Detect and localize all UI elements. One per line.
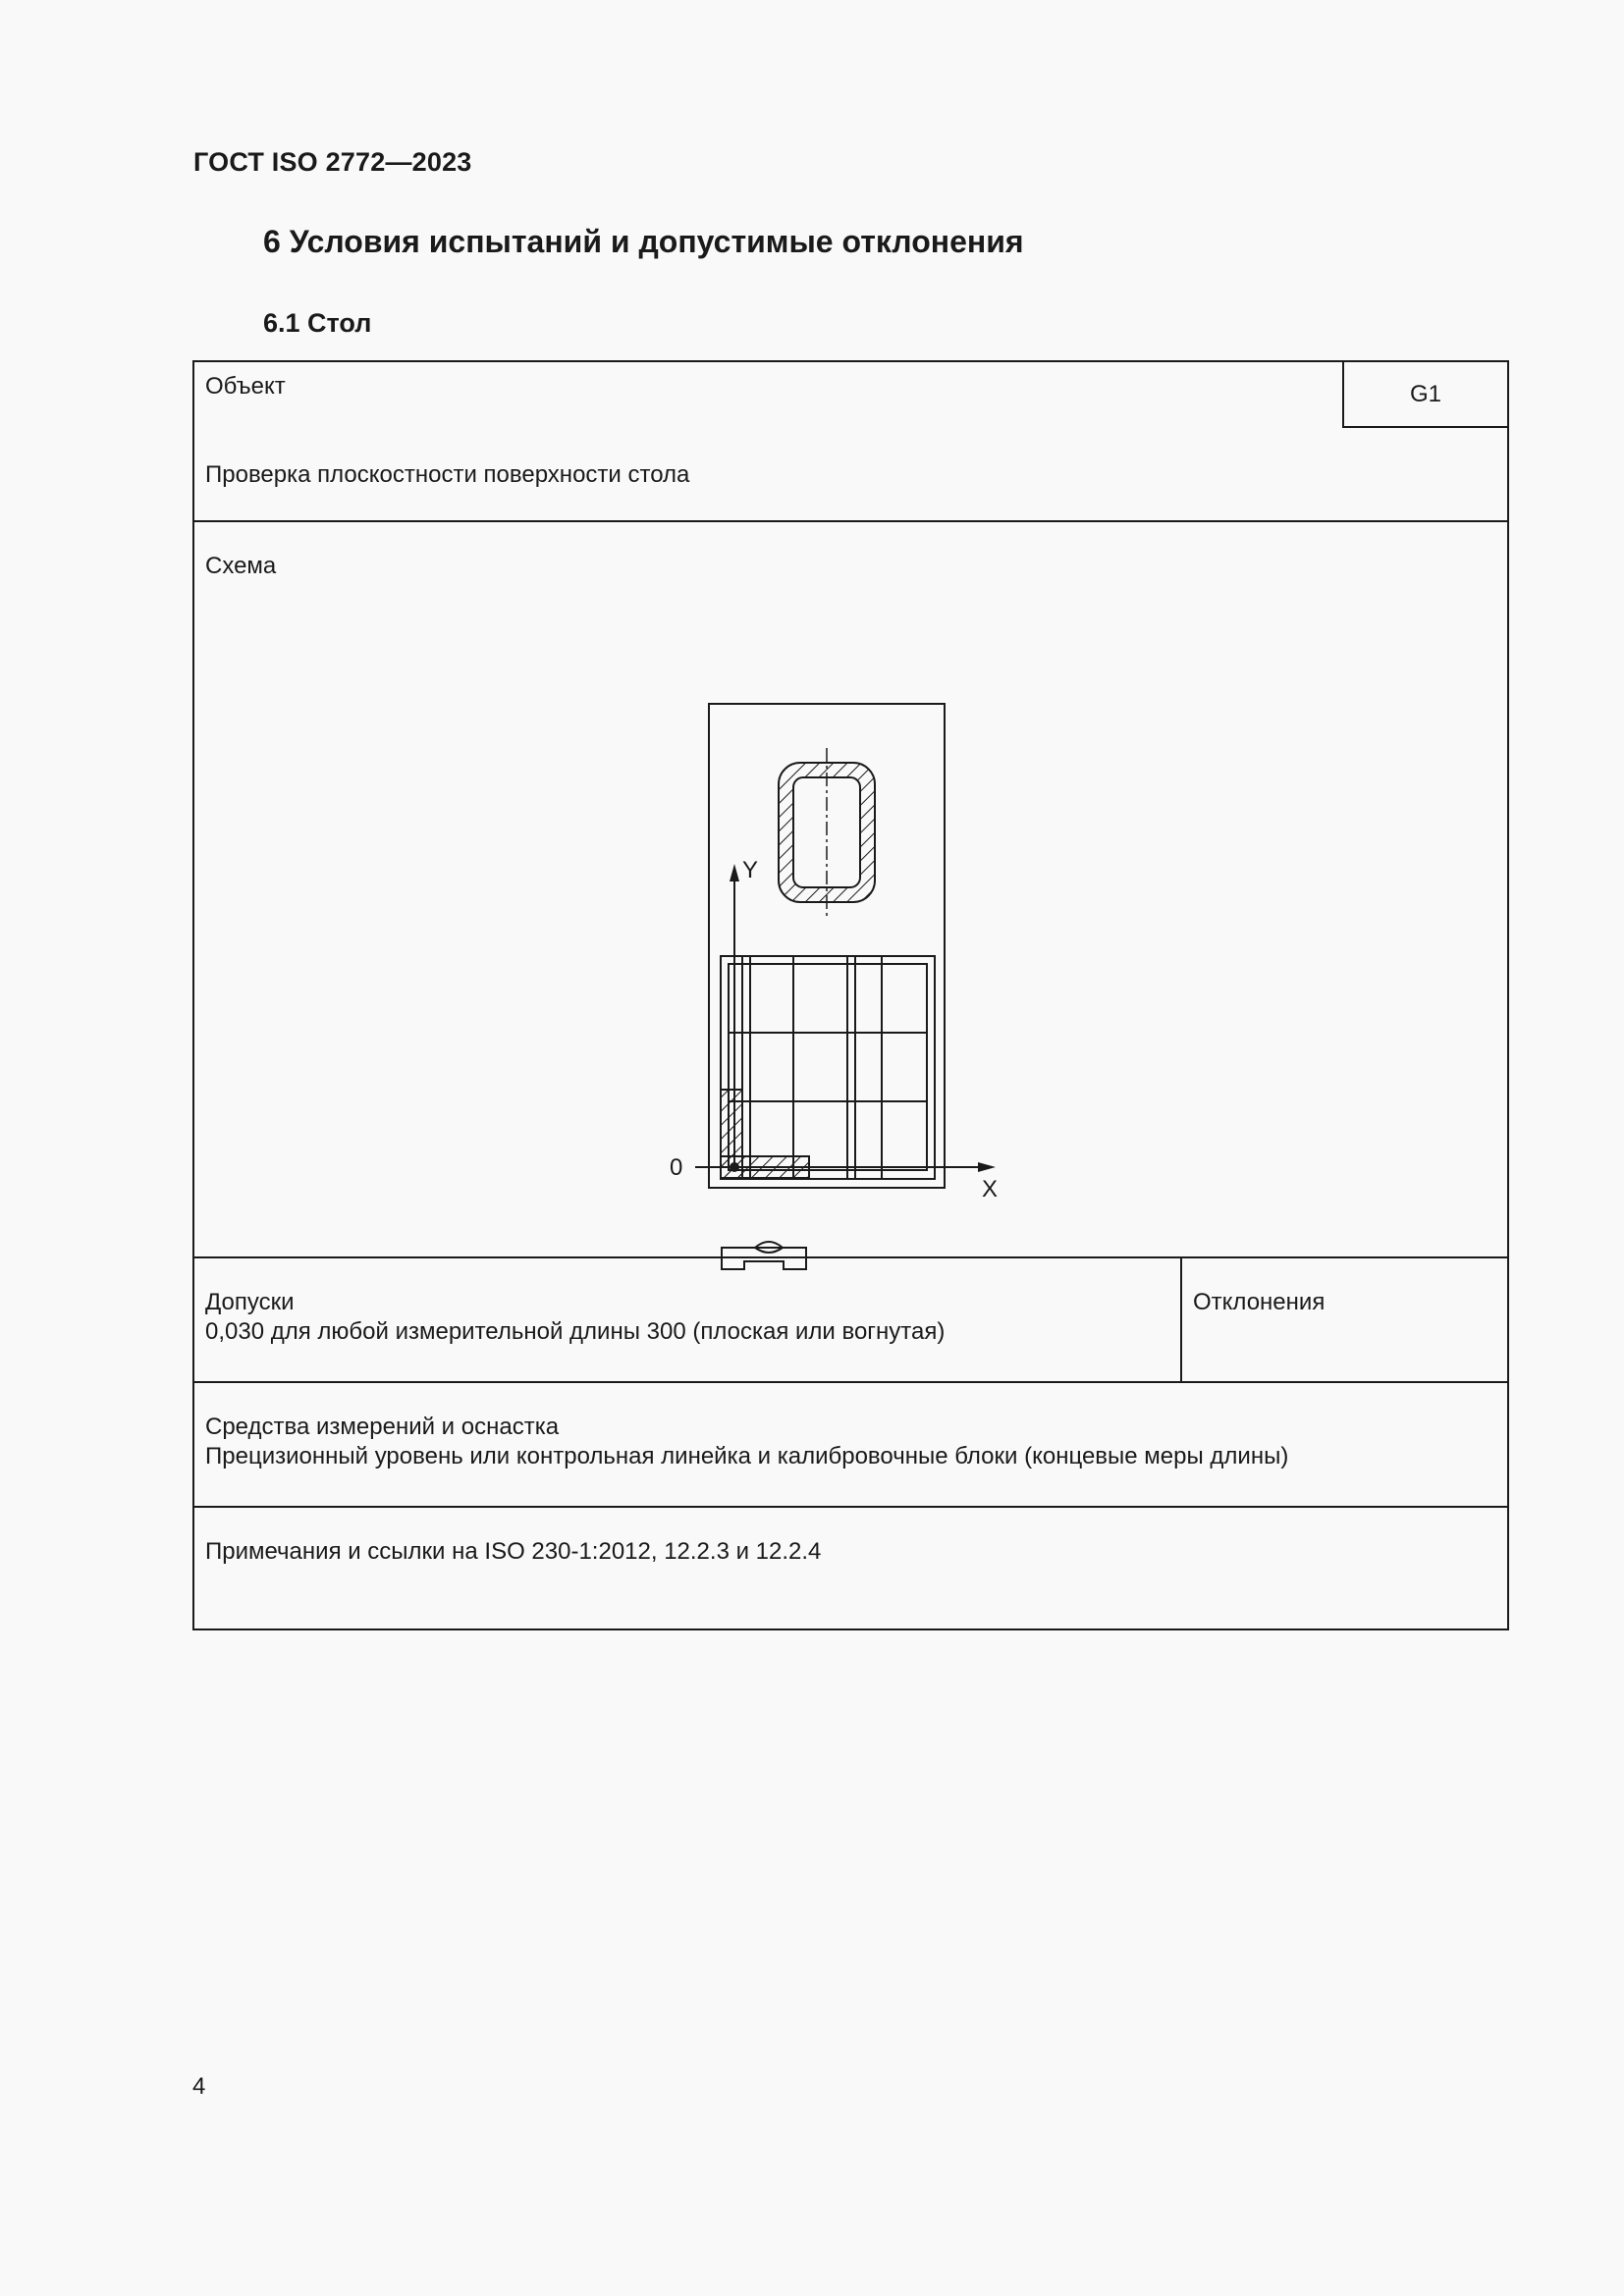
- subsection-title: 6.1 Стол: [263, 308, 372, 338]
- scheme-label: Схема: [205, 553, 277, 579]
- notes-row: [194, 1508, 1507, 1629]
- x-axis-label: X: [982, 1176, 999, 1200]
- scheme-row: [194, 522, 1507, 1258]
- origin-point: [730, 1162, 739, 1172]
- spindle-head-icon: [779, 748, 875, 917]
- object-row: [194, 362, 1507, 522]
- tools-label: Средства измерений и оснастка: [205, 1414, 560, 1440]
- table-flatness-diagram: [666, 611, 1019, 1200]
- table-surface-grid: [721, 956, 935, 1179]
- tools-value: Прецизионный уровень или контрольная линейка и калибровочные блоки (концевые меры длины): [205, 1443, 1289, 1469]
- column-divider: [1180, 1258, 1182, 1381]
- object-description: Проверка плоскостности поверхности стола: [205, 461, 690, 488]
- object-code: G1: [1409, 380, 1441, 407]
- page-number: 4: [192, 2073, 206, 2100]
- object-label: Объект: [205, 373, 286, 400]
- notes-text: Примечания и ссылки на ISO 230-1:2012, 12.2.3 и 12.2.4: [205, 1538, 822, 1565]
- y-axis-label: Y: [742, 857, 759, 883]
- tools-row: [194, 1383, 1507, 1508]
- section-title: 6 Условия испытаний и допустимые отклонения: [263, 224, 1024, 259]
- object-code-box: [1342, 362, 1507, 428]
- tolerances-value: 0,030 для любой измерительной длины 300 (плоская или вогнутая): [205, 1318, 946, 1345]
- origin-label: 0: [670, 1154, 683, 1181]
- tolerances-row: [194, 1258, 1507, 1383]
- tolerances-label: Допуски: [205, 1289, 295, 1315]
- deviations-label: Отклонения: [1193, 1289, 1326, 1315]
- test-table: [192, 360, 1509, 1630]
- document-header: ГОСТ ISO 2772—2023: [193, 147, 472, 177]
